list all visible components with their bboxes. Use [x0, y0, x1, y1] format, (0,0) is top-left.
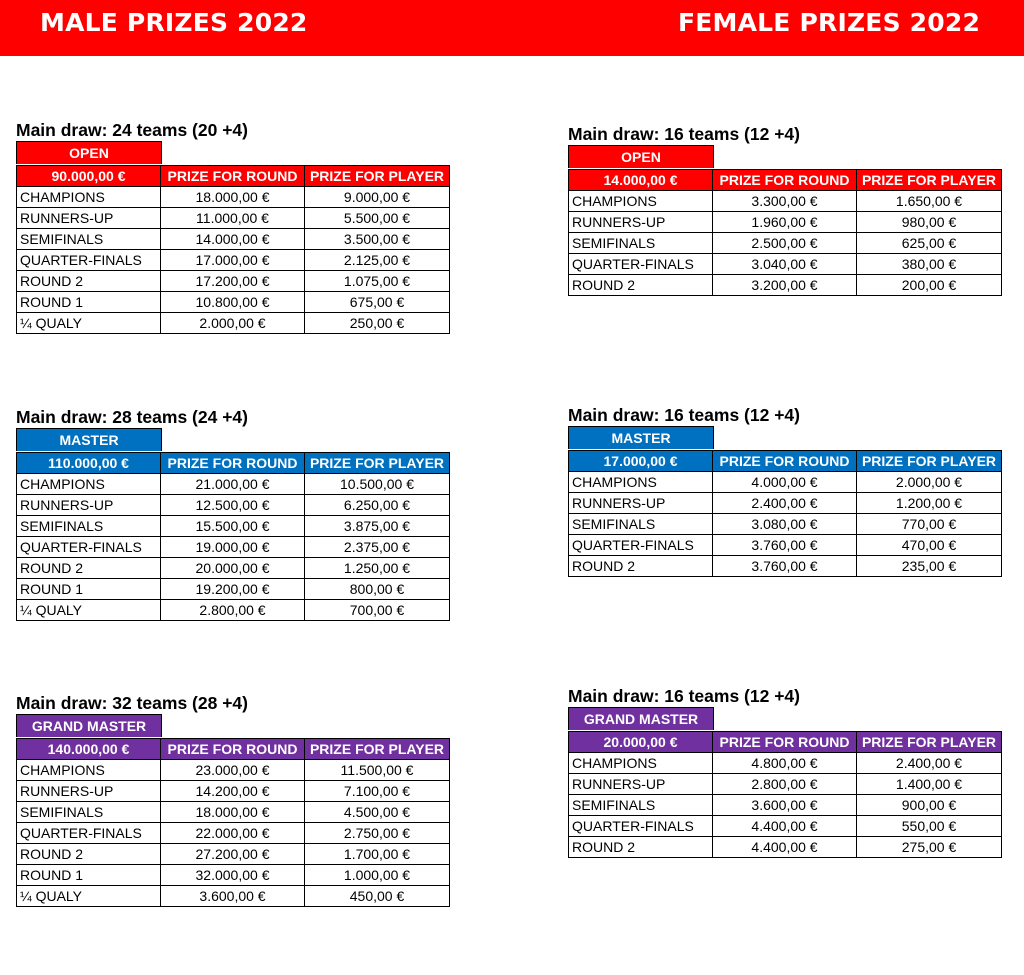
prize-for-round: 3.200,00 € [713, 275, 857, 296]
prize-for-player: 11.500,00 € [305, 760, 450, 781]
prize-for-player: 1.250,00 € [305, 558, 450, 579]
prize-for-round: 4.400,00 € [713, 816, 857, 837]
prize-for-player: 900,00 € [857, 795, 1002, 816]
round-label: CHAMPIONS [569, 472, 713, 493]
total-prize: 110.000,00 € [17, 453, 161, 474]
prize-for-player: 2.125,00 € [305, 250, 450, 271]
prize-for-player: 5.500,00 € [305, 208, 450, 229]
prize-for-player: 2.750,00 € [305, 823, 450, 844]
round-label: QUARTER-FINALS [569, 535, 713, 556]
total-prize: 20.000,00 € [569, 732, 713, 753]
category-label: GRAND MASTER [568, 707, 714, 730]
round-label: ¼ QUALY [17, 313, 161, 334]
prize-for-round: 32.000,00 € [161, 865, 305, 886]
table-row [569, 774, 1002, 795]
round-label: CHAMPIONS [17, 474, 161, 495]
prize-table [16, 165, 450, 334]
table-row [17, 495, 450, 516]
prize-for-round: 3.760,00 € [713, 535, 857, 556]
round-label: QUARTER-FINALS [17, 250, 161, 271]
prize-for-round: 23.000,00 € [161, 760, 305, 781]
prize-for-player: 800,00 € [305, 579, 450, 600]
prize-for-round: 21.000,00 € [161, 474, 305, 495]
round-label: ROUND 1 [17, 579, 161, 600]
main-draw-title: Main draw: 16 teams (12 +4) [568, 124, 800, 144]
prize-for-player-header: PRIZE FOR PLAYER [305, 739, 450, 760]
table-header-row [569, 170, 1002, 191]
main-draw-title: Main draw: 28 teams (24 +4) [16, 407, 248, 427]
prize-for-round: 14.000,00 € [161, 229, 305, 250]
table-row [17, 537, 450, 558]
prize-for-round: 27.200,00 € [161, 844, 305, 865]
prize-table [568, 450, 1002, 577]
female-master-block [568, 404, 1002, 577]
prize-for-round: 10.800,00 € [161, 292, 305, 313]
prize-for-round: 11.000,00 € [161, 208, 305, 229]
table-row [569, 535, 1002, 556]
main-draw-title: Main draw: 32 teams (28 +4) [16, 693, 248, 713]
category-label: MASTER [568, 426, 714, 449]
table-row [17, 781, 450, 802]
round-label: ¼ QUALY [17, 886, 161, 907]
female-grand-master-block [568, 685, 1002, 858]
prize-for-round: 2.800,00 € [161, 600, 305, 621]
table-row [17, 844, 450, 865]
prize-for-player-header: PRIZE FOR PLAYER [305, 166, 450, 187]
round-label: ROUND 2 [17, 558, 161, 579]
prize-for-round: 3.600,00 € [161, 886, 305, 907]
prize-for-round-header: PRIZE FOR ROUND [161, 739, 305, 760]
prize-for-round-header: PRIZE FOR ROUND [713, 170, 857, 191]
prize-for-round: 19.000,00 € [161, 537, 305, 558]
table-row [17, 865, 450, 886]
table-row [569, 233, 1002, 254]
table-header-row [569, 451, 1002, 472]
table-header-row [17, 166, 450, 187]
male-prizes-title: MALE PRIZES 2022 [40, 8, 308, 37]
prize-for-player-header: PRIZE FOR PLAYER [305, 453, 450, 474]
prize-for-player-header: PRIZE FOR PLAYER [857, 170, 1002, 191]
table-row [569, 795, 1002, 816]
prize-for-round: 1.960,00 € [713, 212, 857, 233]
prize-for-player-header: PRIZE FOR PLAYER [857, 732, 1002, 753]
category-label: OPEN [16, 141, 162, 164]
round-label: QUARTER-FINALS [17, 537, 161, 558]
table-row [17, 187, 450, 208]
round-label: ROUND 1 [17, 865, 161, 886]
total-prize: 90.000,00 € [17, 166, 161, 187]
prize-for-player: 1.700,00 € [305, 844, 450, 865]
prize-for-round: 17.000,00 € [161, 250, 305, 271]
table-row [17, 886, 450, 907]
prize-for-round: 3.760,00 € [713, 556, 857, 577]
prize-for-player: 9.000,00 € [305, 187, 450, 208]
table-row [17, 292, 450, 313]
prize-for-player: 6.250,00 € [305, 495, 450, 516]
prize-for-round: 18.000,00 € [161, 187, 305, 208]
round-label: RUNNERS-UP [569, 774, 713, 795]
prize-for-player: 1.400,00 € [857, 774, 1002, 795]
round-label: ROUND 2 [569, 556, 713, 577]
prize-table [568, 731, 1002, 858]
prize-for-player: 700,00 € [305, 600, 450, 621]
table-row [17, 823, 450, 844]
round-label: CHAMPIONS [569, 753, 713, 774]
prize-for-round: 19.200,00 € [161, 579, 305, 600]
table-header-row [569, 732, 1002, 753]
prize-for-player: 675,00 € [305, 292, 450, 313]
prize-for-round: 3.080,00 € [713, 514, 857, 535]
prize-table [16, 738, 450, 907]
table-row [569, 816, 1002, 837]
table-row [569, 191, 1002, 212]
prize-for-player: 10.500,00 € [305, 474, 450, 495]
round-label: SEMIFINALS [17, 516, 161, 537]
prize-for-round: 4.000,00 € [713, 472, 857, 493]
table-row [17, 802, 450, 823]
table-row [17, 208, 450, 229]
prize-for-player: 7.100,00 € [305, 781, 450, 802]
total-prize: 17.000,00 € [569, 451, 713, 472]
prize-for-player: 275,00 € [857, 837, 1002, 858]
prize-for-round: 2.500,00 € [713, 233, 857, 254]
prize-for-player: 200,00 € [857, 275, 1002, 296]
prize-for-player: 1.075,00 € [305, 271, 450, 292]
table-row [17, 558, 450, 579]
round-label: RUNNERS-UP [17, 208, 161, 229]
prize-for-player: 4.500,00 € [305, 802, 450, 823]
male-grand-master-block [16, 692, 450, 907]
main-draw-title: Main draw: 16 teams (12 +4) [568, 405, 800, 425]
prize-for-player: 2.000,00 € [857, 472, 1002, 493]
prize-for-player: 3.500,00 € [305, 229, 450, 250]
table-row [569, 837, 1002, 858]
table-row [17, 516, 450, 537]
prize-for-player: 2.400,00 € [857, 753, 1002, 774]
main-draw-title: Main draw: 24 teams (20 +4) [16, 120, 248, 140]
prize-for-player: 1.200,00 € [857, 493, 1002, 514]
table-row [17, 229, 450, 250]
table-header-row [17, 739, 450, 760]
round-label: QUARTER-FINALS [569, 254, 713, 275]
round-label: CHAMPIONS [17, 187, 161, 208]
round-label: QUARTER-FINALS [17, 823, 161, 844]
prize-for-round: 3.600,00 € [713, 795, 857, 816]
male-master-block [16, 406, 450, 621]
category-label: OPEN [568, 145, 714, 168]
round-label: SEMIFINALS [569, 233, 713, 254]
table-row [569, 212, 1002, 233]
table-row [17, 474, 450, 495]
header-banner [0, 0, 1024, 56]
prize-for-round: 2.000,00 € [161, 313, 305, 334]
total-prize: 140.000,00 € [17, 739, 161, 760]
prize-for-round-header: PRIZE FOR ROUND [713, 451, 857, 472]
round-label: CHAMPIONS [569, 191, 713, 212]
round-label: RUNNERS-UP [569, 212, 713, 233]
prize-for-player: 470,00 € [857, 535, 1002, 556]
table-row [17, 600, 450, 621]
prize-for-round: 20.000,00 € [161, 558, 305, 579]
total-prize: 14.000,00 € [569, 170, 713, 191]
table-row [17, 579, 450, 600]
female-prizes-title: FEMALE PRIZES 2022 [678, 8, 981, 37]
table-row [569, 254, 1002, 275]
prize-for-player: 1.000,00 € [305, 865, 450, 886]
table-row [17, 760, 450, 781]
prize-for-round: 14.200,00 € [161, 781, 305, 802]
round-label: ROUND 1 [17, 292, 161, 313]
round-label: ROUND 2 [569, 837, 713, 858]
round-label: SEMIFINALS [569, 795, 713, 816]
prize-for-player: 235,00 € [857, 556, 1002, 577]
round-label: CHAMPIONS [17, 760, 161, 781]
prize-for-round: 15.500,00 € [161, 516, 305, 537]
round-label: ROUND 2 [17, 271, 161, 292]
prize-for-round: 3.300,00 € [713, 191, 857, 212]
main-draw-title: Main draw: 16 teams (12 +4) [568, 686, 800, 706]
prize-for-round: 12.500,00 € [161, 495, 305, 516]
round-label: ROUND 2 [569, 275, 713, 296]
prize-for-round: 22.000,00 € [161, 823, 305, 844]
table-row [569, 493, 1002, 514]
category-label: GRAND MASTER [16, 714, 162, 737]
table-row [569, 514, 1002, 535]
table-row [569, 556, 1002, 577]
table-row [569, 275, 1002, 296]
table-row [17, 271, 450, 292]
female-open-block [568, 123, 1002, 296]
prize-for-round-header: PRIZE FOR ROUND [161, 453, 305, 474]
prize-for-round-header: PRIZE FOR ROUND [713, 732, 857, 753]
prize-for-round: 17.200,00 € [161, 271, 305, 292]
round-label: ¼ QUALY [17, 600, 161, 621]
table-row [17, 313, 450, 334]
prize-for-round: 18.000,00 € [161, 802, 305, 823]
prize-for-player: 250,00 € [305, 313, 450, 334]
prize-for-player: 980,00 € [857, 212, 1002, 233]
round-label: SEMIFINALS [17, 229, 161, 250]
prize-for-player: 2.375,00 € [305, 537, 450, 558]
prize-for-round: 2.800,00 € [713, 774, 857, 795]
round-label: ROUND 2 [17, 844, 161, 865]
round-label: SEMIFINALS [17, 802, 161, 823]
table-row [569, 753, 1002, 774]
round-label: RUNNERS-UP [17, 495, 161, 516]
round-label: SEMIFINALS [569, 514, 713, 535]
table-header-row [17, 453, 450, 474]
table-row [569, 472, 1002, 493]
prize-for-player: 550,00 € [857, 816, 1002, 837]
prize-table [568, 169, 1002, 296]
prize-for-player: 3.875,00 € [305, 516, 450, 537]
prize-for-player: 625,00 € [857, 233, 1002, 254]
prize-for-round: 2.400,00 € [713, 493, 857, 514]
round-label: RUNNERS-UP [17, 781, 161, 802]
prize-for-player: 450,00 € [305, 886, 450, 907]
prize-for-player-header: PRIZE FOR PLAYER [857, 451, 1002, 472]
round-label: RUNNERS-UP [569, 493, 713, 514]
prize-for-player: 1.650,00 € [857, 191, 1002, 212]
prize-table [16, 452, 450, 621]
category-label: MASTER [16, 428, 162, 451]
prize-for-round-header: PRIZE FOR ROUND [161, 166, 305, 187]
round-label: QUARTER-FINALS [569, 816, 713, 837]
table-row [17, 250, 450, 271]
prize-for-round: 4.400,00 € [713, 837, 857, 858]
prize-for-round: 3.040,00 € [713, 254, 857, 275]
prize-for-player: 380,00 € [857, 254, 1002, 275]
prize-for-round: 4.800,00 € [713, 753, 857, 774]
male-open-block [16, 119, 450, 334]
prize-for-player: 770,00 € [857, 514, 1002, 535]
